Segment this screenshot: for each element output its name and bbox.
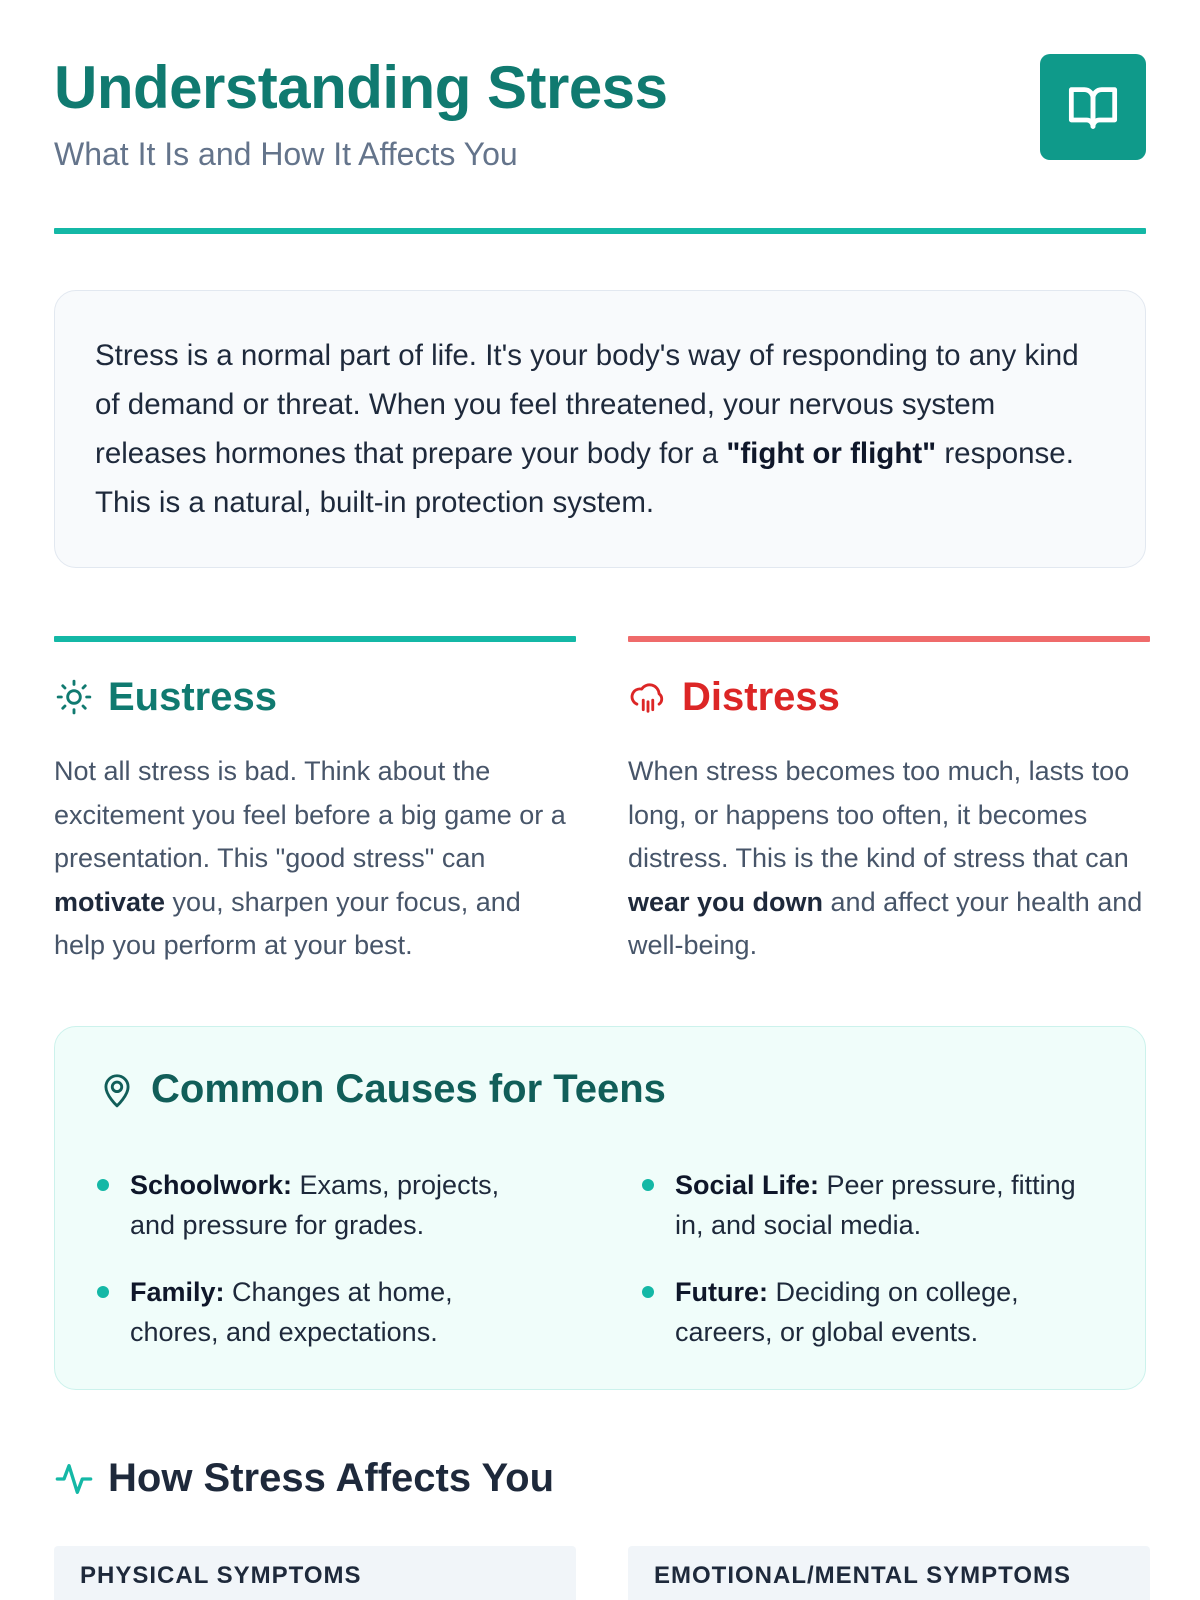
intro-text: Stress is a normal part of life. It's your body's way of responding to any kind of demand or threat. When you feel threatened, your nervous system releases hormones that prepare your body for a "fight or flight" response. This is a natural, built-in protection system. bbox=[95, 339, 1079, 519]
sun-icon bbox=[54, 677, 94, 717]
causes-heading: Common Causes for Teens bbox=[97, 1067, 666, 1112]
eustress-section bbox=[54, 636, 576, 968]
book-open-icon bbox=[1067, 81, 1119, 133]
eustress-heading: Eustress bbox=[54, 672, 576, 722]
affects-heading: How Stress Affects You bbox=[54, 1456, 554, 1501]
eustress-accent-bar bbox=[54, 636, 576, 642]
header-divider bbox=[54, 228, 1146, 234]
causes-card bbox=[54, 1026, 1146, 1390]
map-pin-icon bbox=[97, 1070, 137, 1110]
activity-icon bbox=[54, 1459, 94, 1499]
cloud-rain-icon bbox=[628, 677, 668, 717]
list-item: Schoolwork: Exams, projects, and pressure for grades. bbox=[97, 1165, 537, 1245]
distress-section bbox=[628, 636, 1150, 968]
distress-accent-bar bbox=[628, 636, 1150, 642]
list-item: Future: Deciding on college, careers, or global events. bbox=[642, 1272, 1082, 1352]
distress-text: When stress becomes too much, lasts too long, or happens too often, it becomes distress. This is the kind of stress that can wear you down and affect your health and well-being. bbox=[628, 756, 1143, 960]
book-button[interactable] bbox=[1040, 54, 1146, 160]
intro-card bbox=[54, 290, 1146, 568]
page-subtitle: What It Is and How It Affects You bbox=[54, 136, 518, 172]
emotional-symptoms-header: EMOTIONAL/MENTAL SYMPTOMS bbox=[628, 1546, 1150, 1600]
list-item: Family: Changes at home, chores, and expectations. bbox=[97, 1272, 537, 1352]
page-title: Understanding Stress bbox=[54, 54, 668, 121]
physical-symptoms-header: PHYSICAL SYMPTOMS bbox=[54, 1546, 576, 1600]
list-item: Social Life: Peer pressure, fitting in, and social media. bbox=[642, 1165, 1082, 1245]
eustress-text: Not all stress is bad. Think about the excitement you feel before a big game or a presentation. This "good stress" can motivate you, sharpen your focus, and help you perform at your best. bbox=[54, 756, 566, 960]
header bbox=[54, 52, 1146, 182]
distress-heading: Distress bbox=[628, 672, 1150, 722]
